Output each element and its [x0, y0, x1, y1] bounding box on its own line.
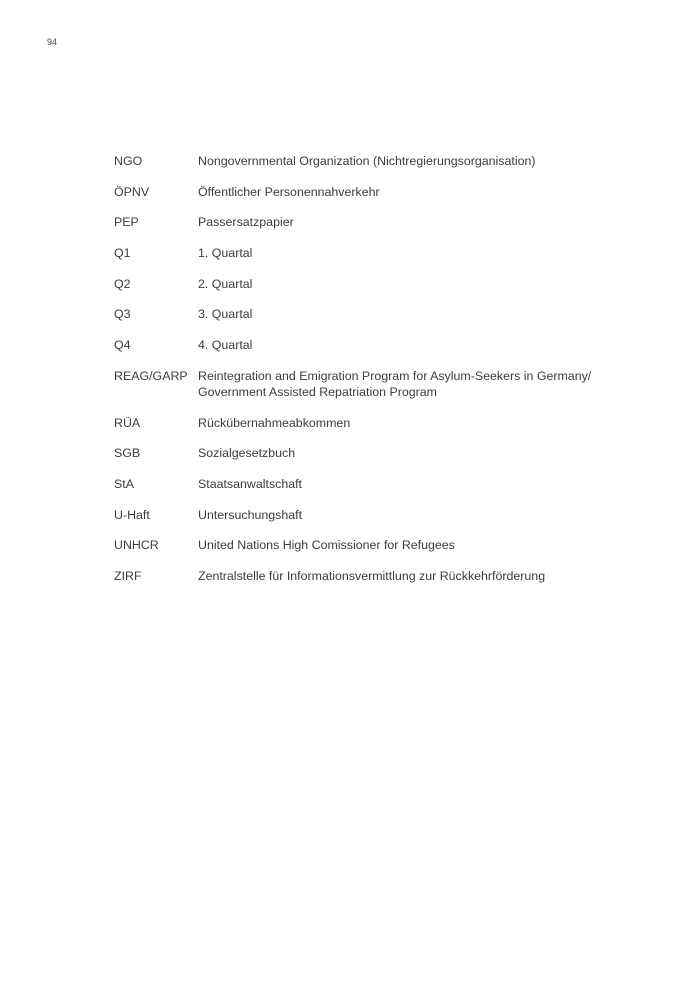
glossary-entry [114, 537, 594, 553]
glossary-entry [114, 445, 594, 461]
glossary-entry [114, 306, 594, 322]
glossary-entry [114, 507, 594, 523]
glossary-term: UNHCR [114, 538, 159, 553]
glossary-definition [198, 368, 594, 400]
glossary-term: REAG/GARP [114, 368, 188, 383]
glossary-term: NGO [114, 154, 143, 168]
glossary-term: RÜA [114, 415, 141, 430]
glossary-term: Q2 [114, 276, 131, 291]
glossary-definition: 1. Quartal [198, 246, 253, 261]
glossary-definition: Sozialgesetzbuch [198, 446, 296, 461]
glossary-definition: 3. Quartal [198, 307, 253, 322]
glossary-definition: Passersatzpapier [198, 215, 294, 230]
glossary-entry [114, 214, 594, 230]
glossary-definition: Untersuchungshaft [198, 507, 303, 522]
glossary-definition: Nongovernmental Organization (Nichtregierungsorganisation) [198, 154, 536, 168]
glossary-entry [114, 184, 594, 200]
glossary-entry [114, 415, 594, 431]
glossary-definition: Zentralstelle für Informationsvermittlung zur Rückkehrförderung [198, 568, 546, 583]
glossary-term: ÖPNV [114, 184, 150, 199]
glossary-entry [114, 337, 594, 353]
glossary-definition: Staatsanwaltschaft [198, 476, 303, 491]
glossary-term: Q3 [114, 307, 131, 322]
glossary-term: StA [114, 476, 134, 491]
glossary-definition: Rückübernahmeabkommen [198, 415, 351, 430]
glossary-entry [114, 476, 594, 492]
glossary-term: ZIRF [114, 568, 142, 583]
glossary-definition-line: Government Assisted Repatriation Program [198, 384, 437, 399]
glossary-definition: Öffentlicher Personennahverkehr [198, 184, 380, 199]
glossary-definition: 4. Quartal [198, 338, 253, 353]
glossary-term: Q4 [114, 338, 131, 353]
glossary-entry [114, 276, 594, 292]
glossary-entry [114, 245, 594, 261]
glossary-definition-line: Reintegration and Emigration Program for Asylum-Seekers in Germany/ [198, 368, 592, 383]
glossary-definition: United Nations High Comissioner for Refugees [198, 538, 455, 553]
abbreviation-list [114, 153, 594, 599]
page-number: 94 [47, 37, 58, 47]
glossary-entry [114, 368, 594, 400]
glossary-entry [114, 568, 594, 584]
glossary-entry [114, 153, 594, 169]
glossary-term: SGB [114, 446, 141, 461]
glossary-term: PEP [114, 215, 139, 230]
glossary-term: Q1 [114, 246, 131, 261]
glossary-term: U-Haft [114, 507, 150, 522]
glossary-definition: 2. Quartal [198, 276, 253, 291]
